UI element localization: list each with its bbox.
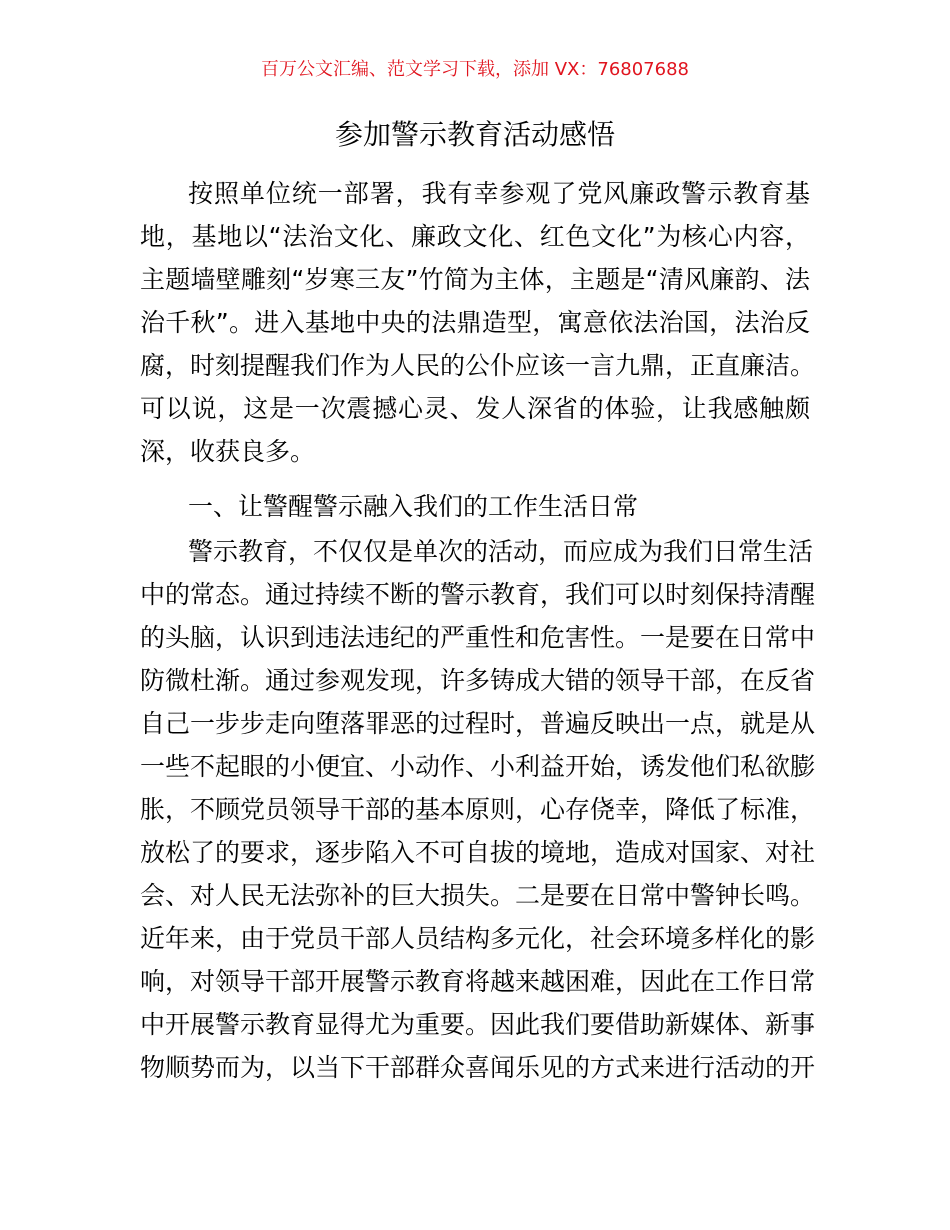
text-line: 主题墙壁雕刻“岁寒三友”竹简为主体，主题是“清风廉韵、法 bbox=[140, 265, 810, 294]
text-line: 近年来，由于党员干部人员结构多元化，社会环境多样化的影 bbox=[140, 924, 816, 953]
text-line: 警示教育，不仅仅是单次的活动，而应成为我们日常生活 bbox=[188, 537, 814, 566]
text-line: 的头脑，认识到违法违纪的严重性和危害性。一是要在日常中 bbox=[140, 623, 816, 652]
document-title: 参加警示教育活动感悟 bbox=[334, 118, 615, 151]
section-heading bbox=[140, 485, 810, 528]
text-line: 会、对人民无法弥补的巨大损失。二是要在日常中警钟长鸣。 bbox=[140, 881, 816, 910]
text-line: 深，收获良多。 bbox=[140, 437, 316, 466]
section-heading-text: 一、让警醒警示融入我们的工作生活日常 bbox=[188, 492, 639, 521]
paragraph-section-1 bbox=[140, 530, 816, 1089]
text-line: 自己一步步走向堕落罪恶的过程时，普遍反映出一点，就是从 bbox=[140, 709, 816, 738]
text-line: 治千秋”。进入基地中央的法鼎造型，寓意依法治国，法治反 bbox=[140, 308, 810, 337]
paragraph-intro bbox=[140, 172, 816, 473]
text-line: 中开展警示教育显得尤为重要。因此我们要借助新媒体、新事 bbox=[140, 1010, 816, 1039]
watermark-header: 百万公文汇编、范文学习下载，添加 VX：76807688 bbox=[261, 59, 689, 80]
text-line: 防微杜渐。通过参观发现，许多铸成大错的领导干部，在反省 bbox=[140, 666, 816, 695]
text-line: 按照单位统一部署，我有幸参观了党风廉政警示教育基 bbox=[188, 179, 810, 208]
text-line: 物顺势而为，以当下干部群众喜闻乐见的方式来进行活动的开 bbox=[140, 1053, 816, 1082]
text-line: 地，基地以“法治文化、廉政文化、红色文化”为核心内容， bbox=[140, 222, 810, 251]
text-line: 胀，不顾党员领导干部的基本原则，心存侥幸，降低了标准， bbox=[140, 795, 816, 824]
text-line: 一些不起眼的小便宜、小动作、小利益开始，诱发他们私欲膨 bbox=[140, 752, 816, 781]
text-line: 可以说，这是一次震撼心灵、发人深省的体验，让我感触颇 bbox=[140, 394, 810, 423]
text-line: 中的常态。通过持续不断的警示教育，我们可以时刻保持清醒 bbox=[140, 580, 816, 609]
text-line: 腐，时刻提醒我们作为人民的公仆应该一言九鼎，正直廉洁。 bbox=[140, 351, 816, 380]
text-line: 响，对领导干部开展警示教育将越来越困难，因此在工作日常 bbox=[140, 967, 816, 996]
text-line: 放松了的要求，逐步陷入不可自拔的境地，造成对国家、对社 bbox=[140, 838, 816, 867]
